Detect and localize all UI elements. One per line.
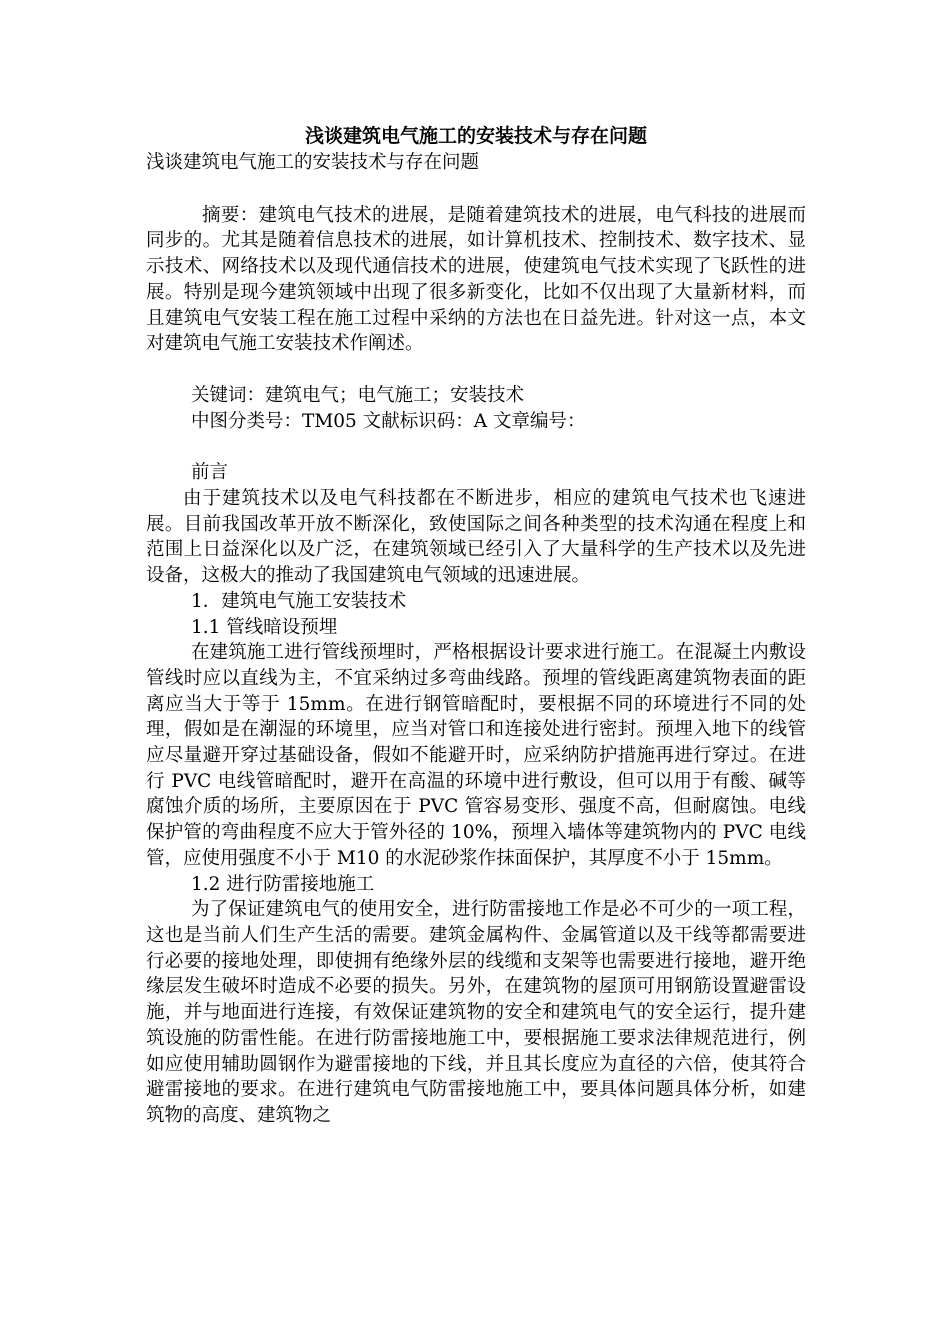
section-1-2-body: 为了保证建筑电气的使用安全，进行防雷接地工作是必不可少的一项工程，这也是当前人们生产生活的需要。建筑金属构件、金属管道以及干线等都需要进行必要的接地处理，即使拥有绝缘外层的线缆和支架等也需要进行接地，避开绝缘层发生破坏时造成不必要的损失。另外，在建筑物的屋顶可用钢筋设置避雷设施，并与地面进行连接，有效保证建筑物的安全和建筑电气的安全运行，提升建筑设施的防雷性能。在进行防雷接地施工中，要根据施工要求法律规范进行，例如应使用辅助圆钢作为避雷接地的下线，并且其长度应为直径的六倍，使其符合避雷接地的要求。在进行建筑电气防雷接地施工中，要具体问题具体分析，如建筑物的高度、建筑物之 <box>146 899 806 1126</box>
section-1-2-heading: 1.2 进行防雷接地施工 <box>191 873 375 895</box>
preface-heading: 前言 <box>191 462 229 484</box>
section-1-1-heading: 1.1 管线暗设预埋 <box>191 616 338 638</box>
document-page <box>146 122 806 1129</box>
section-1-1-body: 在建筑施工进行管线预埋时，严格根据设计要求进行施工。在混凝土内敷设管线时应以直线为主，不宜采纳过多弯曲线路。预埋的管线距离建筑物表面的距离应当大于等于 15mm。在进行钢管暗配时，要根据不同的环境进行不同的处理，假如是在潮湿的环境里，应当对管口和连接处进行密封。预埋入地下的线管应尽量避开穿过基础设备，假如不能避开时，应采纳防护措施再进行穿过。在进行 PVC 电线管暗配时，避开在高温的环境中进行敷设，但可以用于有酸、碱等腐蚀介质的场所，主要原因在于 PVC 管容易变形、强度不高，但耐腐蚀。电线保护管的弯曲程度不应大于管外径的 10%，预埋入墙体等建筑物内的 PVC 电线管，应使用强度不小于 M10 的水泥砂浆作抹面保护，其厚度不小于 15mm。 <box>146 642 806 869</box>
abstract-paragraph: 摘要：建筑电气技术的进展，是随着建筑技术的进展，电气科技的进展而同步的。尤其是随着信息技术的进展，如计算机技术、控制技术、数字技术、显示技术、网络技术以及现代通信技术的进展，使建筑电气技术实现了飞跃性的进展。特别是现今建筑领域中出现了很多新变化，比如不仅出现了大量新材料，而且建筑电气安装工程在施工过程中采纳的方法也在日益先进。针对这一点，本文对建筑电气施工安装技术作阐述。 <box>146 204 806 355</box>
classification-line: 中图分类号：TM05 文献标识码：A 文章编号： <box>191 410 586 432</box>
section-1-heading: 1．建筑电气施工安装技术 <box>191 590 407 612</box>
preface-paragraph: 由于建筑技术以及电气科技都在不断进步，相应的建筑电气技术也飞速进展。目前我国改革开放不断深化，致使国际之间各种类型的技术沟通在程度上和范围上日益深化以及广泛，在建筑领域已经引入了大量科学的生产技术以及先进设备，这极大的推动了我国建筑电气领域的迅速进展。 <box>146 488 806 587</box>
document-title: 浅谈建筑电气施工的安装技术与存在问题 <box>304 125 647 147</box>
document-subtitle: 浅谈建筑电气施工的安装技术与存在问题 <box>146 152 480 173</box>
keywords-line: 关键词：建筑电气；电气施工；安装技术 <box>191 384 525 406</box>
